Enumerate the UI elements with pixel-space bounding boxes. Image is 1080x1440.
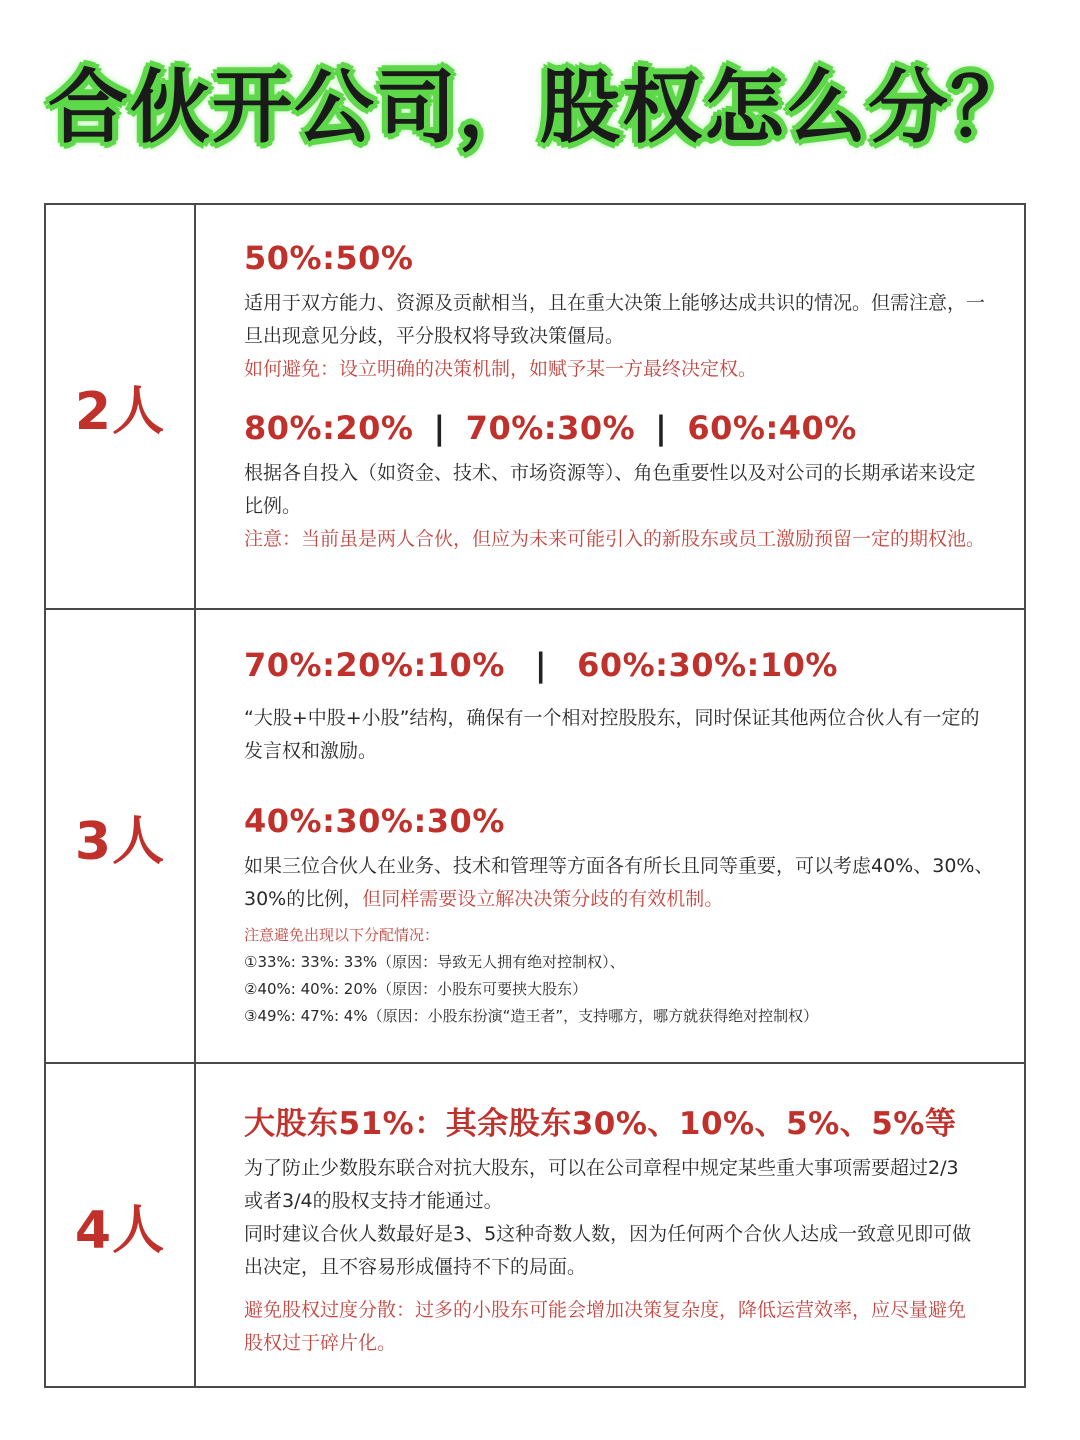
warning-list (244, 922, 994, 1030)
separator: | (433, 409, 446, 447)
description-text: 适用于双方能力、资源及贡献相当，且在重大决策上能够达成共识的情况。但需注意，一旦出现意见分歧，平分股权将导致决策僵局。 (244, 292, 986, 347)
row-content (244, 205, 994, 608)
ratio-option: 80%:20% (244, 409, 414, 447)
ratio-heading-group (244, 646, 838, 684)
ratio-heading: 大股东51%：其余股东30%、10%、5%、5%等 (244, 1106, 957, 1142)
warning-item: ①33%: 33%: 33%（原因：导致无人拥有绝对控制权）、 (244, 953, 625, 971)
ratio-heading: 50%:50% (244, 239, 414, 277)
row-label: 3人 (74, 811, 166, 872)
note-text: 注意：当前虽是两人合伙，但应为未来可能引入的新股东或员工激励预留一定的期权池。 (244, 528, 986, 550)
ratio-heading: 40%:30%:30% (244, 802, 505, 840)
row-four-partners (46, 1062, 1024, 1386)
warning-item: ②40%: 40%: 20%（原因：小股东可要挟大股东） (244, 980, 588, 998)
description-main: 如果三位合伙人在业务、技术和管理等方面各有所长且同等重要，可以考虑40%、30%、30%的比例， (244, 855, 994, 910)
row-label-cell (46, 1064, 196, 1386)
warning-title: 注意避免出现以下分配情况： (244, 926, 440, 944)
description-text: 同时建议合伙人数最好是3、5这种奇数人数，因为任何两个合伙人达成一致意见即可做出决定，且不容易形成僵持不下的局面。 (244, 1223, 972, 1278)
page-title: 合伙开公司，股权怎么分？ (48, 61, 1032, 154)
row-label: 4人 (74, 1200, 166, 1261)
ratio-option: 70%:20%:10% (244, 646, 505, 684)
description-text: 根据各自投入（如资金、技术、市场资源等）、角色重要性以及对公司的长期承诺来设定比例。 (244, 462, 976, 517)
row-three-partners (46, 608, 1024, 1062)
row-content (244, 1064, 994, 1386)
warning-item: ③49%: 47%: 4%（原因：小股东扮演“造王者”，支持哪方，哪方就获得绝对控制权） (244, 1007, 819, 1025)
ratio-heading-group (244, 409, 857, 447)
equity-table (44, 203, 1026, 1388)
row-content (244, 610, 994, 1062)
row-label: 2人 (74, 382, 166, 442)
note-text: 如何避免：设立明确的决策机制，如赋予某一方最终决定权。 (244, 358, 758, 380)
ratio-option: 60%:40% (687, 409, 857, 447)
description-emphasis: 但同样需要设立解决决策分歧的有效机制。 (362, 888, 724, 910)
row-label-cell (46, 610, 196, 1062)
description-text: 为了防止少数股东联合对抗大股东，可以在公司章程中规定某些重大事项需要超过2/3或者3/4的股权支持才能通过。 (244, 1157, 959, 1212)
separator: | (534, 646, 548, 684)
description-text (244, 850, 1004, 916)
description-text: “大股+中股+小股”结构，确保有一个相对控股股东，同时保证其他两位合伙人有一定的发言权和激励。 (244, 707, 980, 762)
separator: | (655, 409, 668, 447)
ratio-option: 60%:30%:10% (577, 646, 838, 684)
row-label-cell (46, 205, 196, 608)
note-text: 避免股权过度分散：过多的小股东可能会增加决策复杂度，降低运营效率，应尽量避免股权过于碎片化。 (244, 1299, 967, 1354)
ratio-option: 70%:30% (465, 409, 636, 447)
row-two-partners (46, 205, 1024, 608)
